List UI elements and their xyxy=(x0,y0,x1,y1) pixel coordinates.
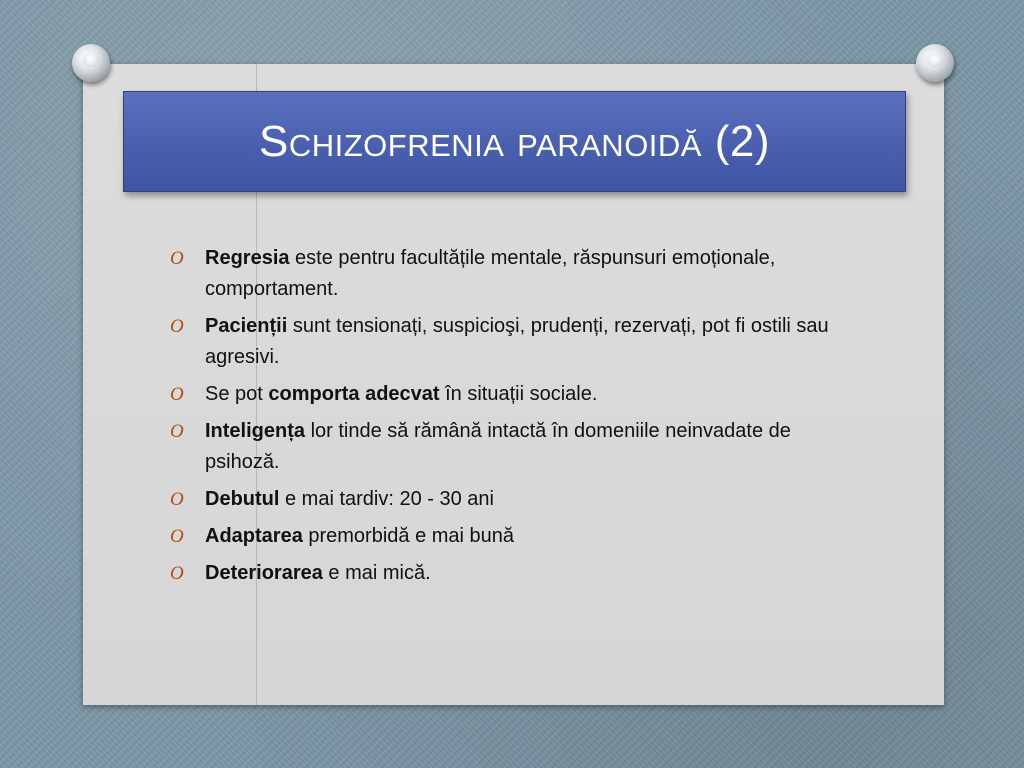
bullet-term: Regresia xyxy=(205,247,290,269)
bullet-post-text: e mai tardiv: 20 - 30 ani xyxy=(279,488,494,510)
bullet-post-text: sunt tensionați, suspicioşi, prudenți, rezervați, pot fi ostili sau agresivi. xyxy=(205,315,829,368)
bullet-list xyxy=(170,243,870,589)
bullet-marker-icon: O xyxy=(170,248,184,269)
bullet-term: Deteriorarea xyxy=(205,562,323,584)
pushpin-left-icon xyxy=(72,44,110,82)
bullet-item-debutul xyxy=(170,484,870,515)
bullet-item-comporta xyxy=(170,379,870,410)
bullet-term: Inteligența xyxy=(205,420,306,442)
title-banner xyxy=(123,91,906,192)
bullet-post-text: lor tinde să rămână intactă în domeniile neinvadate de psihoză. xyxy=(205,420,791,473)
bullet-pre-text: Se pot xyxy=(205,383,269,405)
slide-title: Schizofrenia paranoidă (2) xyxy=(259,116,770,166)
bullet-item-pacientii xyxy=(170,311,870,373)
bullet-item-adaptarea xyxy=(170,521,870,552)
bullet-term: Adaptarea xyxy=(205,525,303,547)
slide-content xyxy=(170,243,870,595)
bullet-marker-icon: O xyxy=(170,489,184,510)
bullet-marker-icon: O xyxy=(170,421,184,442)
bullet-item-regresia xyxy=(170,243,870,305)
bullet-marker-icon: O xyxy=(170,526,184,547)
bullet-marker-icon: O xyxy=(170,316,184,337)
bullet-marker-icon: O xyxy=(170,563,184,584)
pushpin-right-icon xyxy=(916,44,954,82)
bullet-term: Pacienții xyxy=(205,315,288,337)
bullet-post-text: premorbidă e mai bună xyxy=(302,525,515,547)
bullet-post-text: e mai mică. xyxy=(322,562,431,584)
bullet-term: Debutul xyxy=(205,488,280,510)
bullet-term: comporta adecvat xyxy=(268,383,440,405)
bullet-item-deteriorarea xyxy=(170,558,870,589)
bullet-marker-icon: O xyxy=(170,384,184,405)
bullet-item-inteligenta xyxy=(170,416,870,478)
bullet-post-text: în situații sociale. xyxy=(439,383,598,405)
bullet-post-text: este pentru facultățile mentale, răspunsuri emoționale, comportament. xyxy=(205,247,776,300)
